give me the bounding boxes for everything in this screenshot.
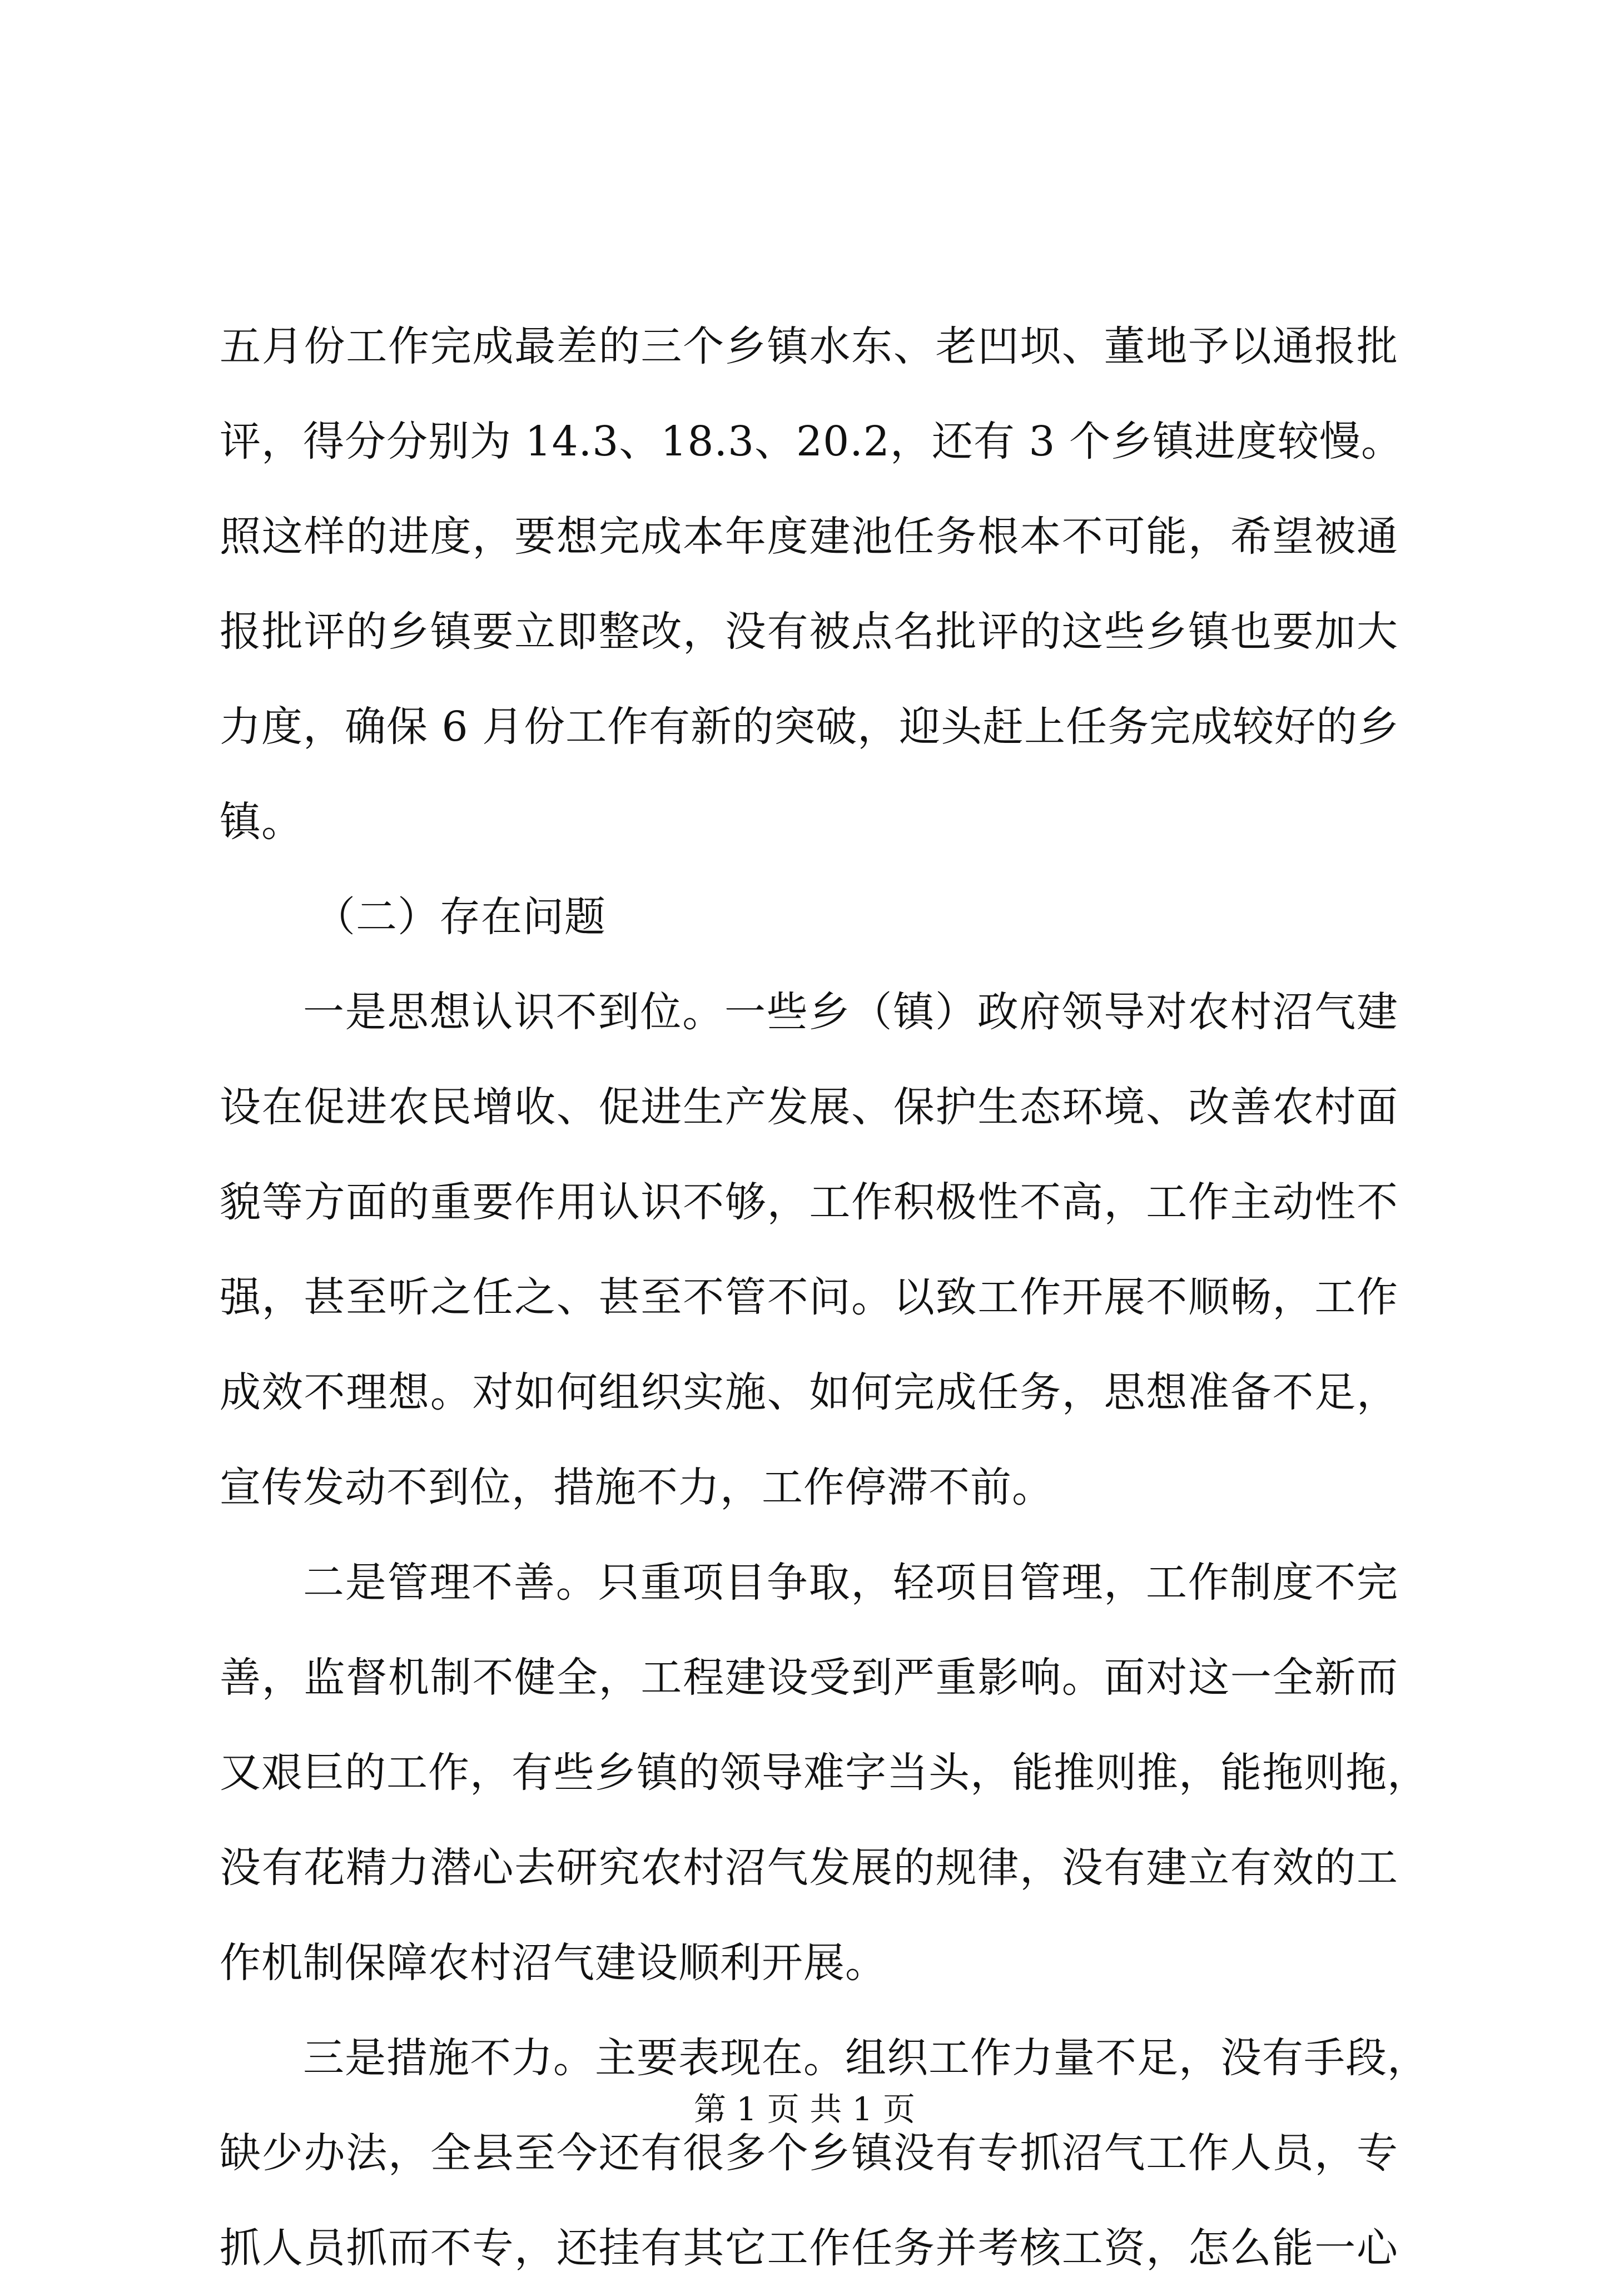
text-line-9: 设在促进农民增收、促进生产发展、保护生态环境、改善农村面	[220, 1083, 1398, 1131]
text-line-6: 镇。	[220, 798, 303, 846]
text-line-16: 又艰巨的工作，有些乡镇的领导难字当头，能推则推，能拖则拖，	[220, 1749, 1429, 1797]
text-line-12: 成效不理想。对如何组织实施、如何完成任务，思想准备不足，	[220, 1368, 1398, 1416]
section-heading: （二）存在问题	[314, 893, 606, 941]
text-line-11: 强，甚至听之任之、甚至不管不问。以致工作开展不顺畅，工作	[220, 1273, 1398, 1321]
text-line-14: 二是管理不善。只重项目争取，轻项目管理，工作制度不完	[303, 1559, 1398, 1606]
text-line-2: 评，得分分别为 14.3、18.3、20.2，还有 3 个乡镇进度较慢。	[220, 418, 1403, 465]
text-line-3: 照这样的进度，要想完成本年度建池任务根本不可能，希望被通	[220, 513, 1398, 561]
text-line-20: 缺少办法，全县至今还有很多个乡镇没有专抓沼气工作人员，专	[220, 2129, 1398, 2177]
text-line-19: 三是措施不力。主要表现在。组织工作力量不足，没有手段，	[303, 2034, 1429, 2082]
document-body	[220, 299, 1429, 2296]
text-line-21: 抓人员抓而不专，还挂有其它工作任务并考核工资，怎么能一心	[220, 2224, 1398, 2272]
page-footer: 第 1 页 共 1 页	[694, 2090, 915, 2128]
text-line-4: 报批评的乡镇要立即整改，没有被点名批评的这些乡镇也要加大	[220, 608, 1398, 656]
text-line-8: 一是思想认识不到位。一些乡（镇）政府领导对农村沼气建	[303, 988, 1398, 1036]
text-line-1: 五月份工作完成最差的三个乡镇水东、老凹坝、董地予以通报批	[220, 323, 1398, 370]
text-line-10: 貌等方面的重要作用认识不够，工作积极性不高，工作主动性不	[220, 1178, 1398, 1226]
text-line-15: 善，监督机制不健全，工程建设受到严重影响。面对这一全新而	[220, 1654, 1398, 1702]
text-line-17: 没有花精力潜心去研究农村沼气发展的规律，没有建立有效的工	[220, 1844, 1398, 1892]
text-line-18: 作机制保障农村沼气建设顺利开展。	[220, 1939, 887, 1987]
text-line-13: 宣传发动不到位，措施不力，工作停滞不前。	[220, 1464, 1054, 1511]
text-line-5: 力度，确保 6 月份工作有新的突破，迎头赶上任务完成较好的乡	[220, 703, 1400, 751]
